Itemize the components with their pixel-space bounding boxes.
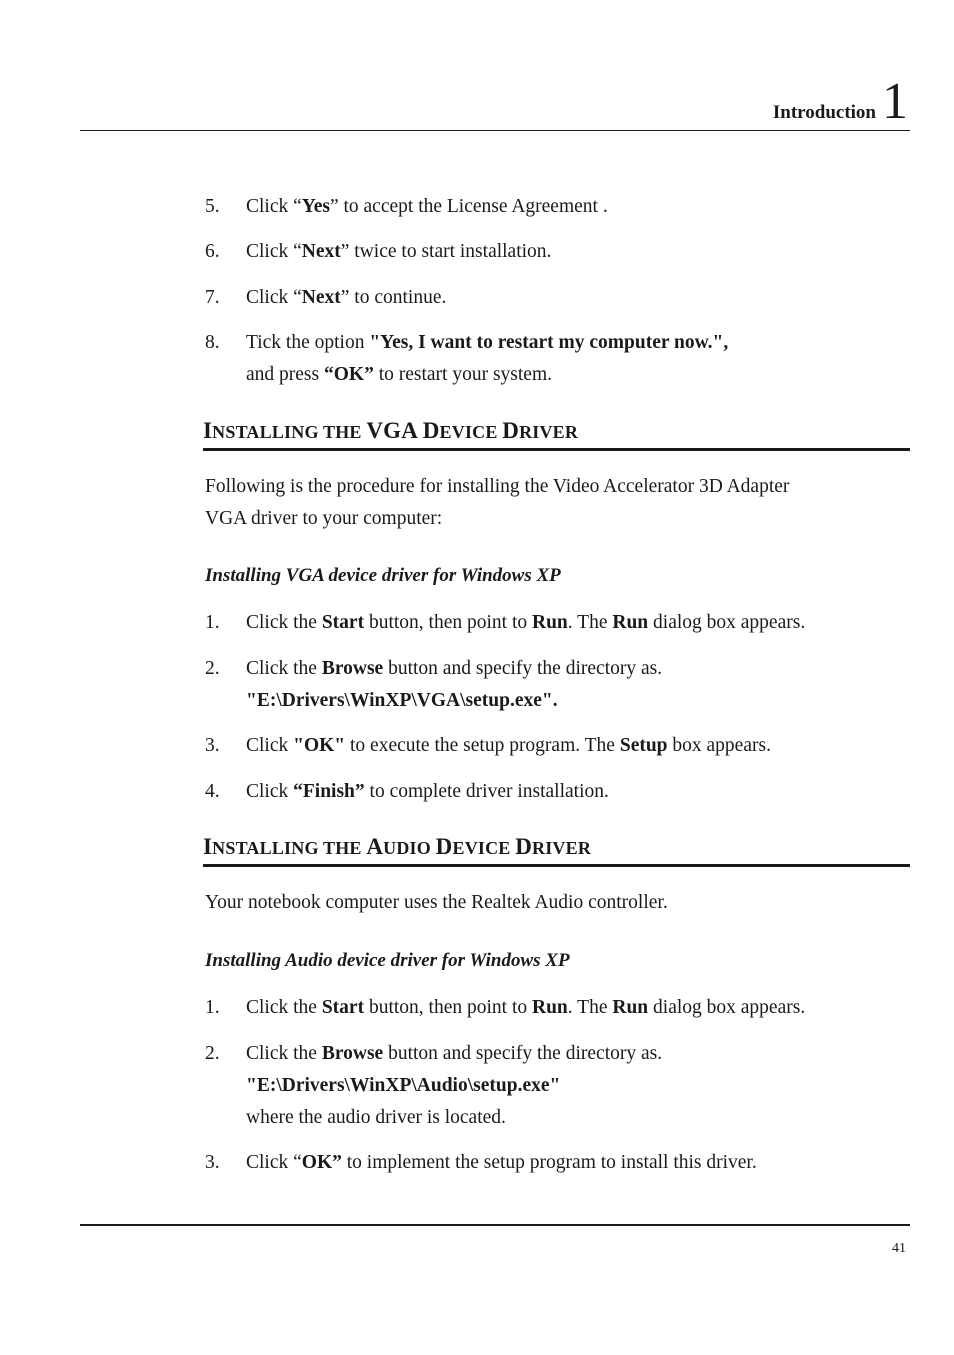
list-item: 2. Click the Browse button and specify the directory as. "E:\Drivers\WinXP\Audio\setup.exe" where the audio driver is located. [205, 1043, 663, 1128]
header-rule [80, 130, 910, 131]
list-item: 2. Click the Browse button and specify the directory as. "E:\Drivers\WinXP\VGA\setup.exe". [205, 658, 663, 711]
list-item: 8. Tick the option "Yes, I want to restart my computer now.", and press “OK” to restart your system. [205, 332, 729, 385]
subheading-vga-xp: Installing VGA device driver for Windows XP [205, 565, 561, 586]
section-heading-vga: INSTALLING THE VGA DEVICE DRIVER [203, 418, 910, 451]
section-intro: Your notebook computer uses the Realtek Audio controller. [205, 892, 668, 913]
section-intro: Following is the procedure for installing the Video Accelerator 3D Adapter VGA driver to your computer: [205, 476, 790, 529]
page-number: 41 [892, 1241, 906, 1256]
footer-rule [80, 1224, 910, 1226]
chapter-header [772, 73, 908, 130]
chapter-label: Introduction [772, 102, 876, 123]
section-heading-audio: INSTALLING THE AUDIO DEVICE DRIVER [203, 834, 910, 867]
chapter-number: 1 [882, 73, 908, 130]
subheading-audio-xp: Installing Audio device driver for Windows XP [205, 950, 570, 971]
